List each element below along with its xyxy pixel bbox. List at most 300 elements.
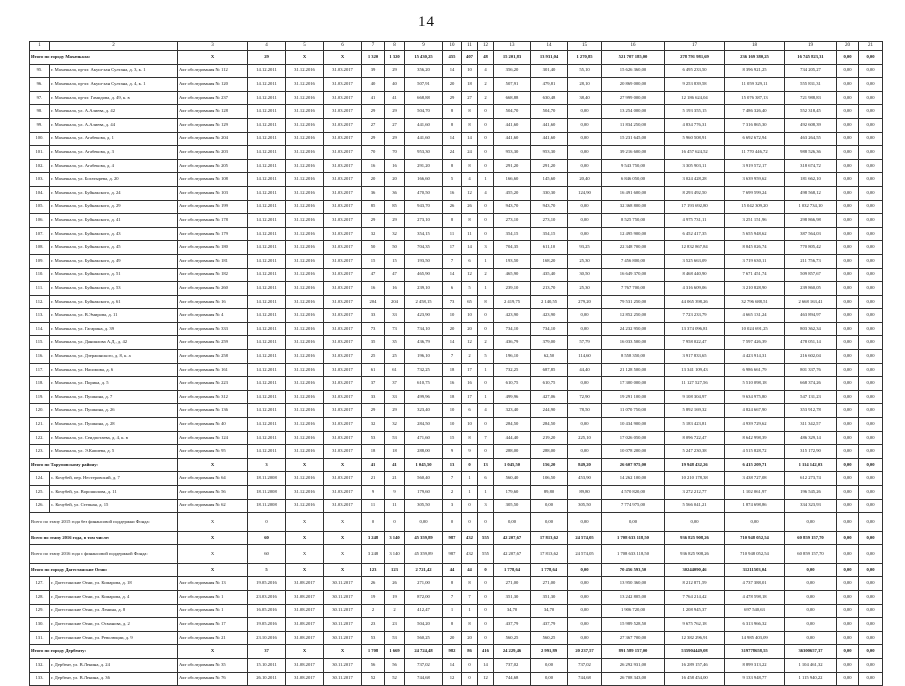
table-cell: 311 342,57 [785, 418, 837, 432]
table-cell: 25 [385, 350, 405, 364]
summary-row [30, 645, 883, 659]
table-cell: 463 264,55 [785, 132, 837, 146]
table-cell: 8 [443, 618, 462, 632]
table-cell: 29 [443, 91, 462, 105]
table-cell: 284,50 [531, 418, 568, 432]
table-cell: 1 270,85 [568, 51, 602, 65]
table-cell: 0 [478, 132, 494, 146]
table-cell: 36 [362, 186, 385, 200]
table-cell: г. Махачкала, ул. Даниялова А.Д., д. 42 [50, 336, 178, 350]
table-cell: 14 [443, 64, 462, 78]
table-cell: с. Кочубей, ул. Степная, д. 15 [50, 499, 178, 513]
row-number: 125. [30, 486, 50, 500]
table-cell: 0,00 [531, 672, 568, 686]
table-cell: 734,10 [494, 322, 531, 336]
table-cell: 737,02 [405, 658, 443, 672]
table-cell: 555 [478, 545, 494, 564]
table-cell: Акт обследования № 259 [178, 336, 248, 350]
table-cell: 0,00 [837, 200, 859, 214]
column-number: 9 [405, 42, 443, 51]
table-cell: 14.12.2011 [248, 173, 286, 187]
table-cell: 31.03.2017 [324, 282, 362, 296]
column-number: 2 [50, 42, 178, 51]
table-cell: 15 [443, 431, 462, 445]
table-cell: 26 [443, 200, 462, 214]
table-cell: 560,40 [494, 472, 531, 486]
table-cell: 40 [362, 78, 385, 92]
table-cell: 1 [443, 604, 462, 618]
summary-row [30, 545, 883, 564]
row-number: 129. [30, 604, 50, 618]
table-cell: 697 540,63 [725, 604, 785, 618]
table-cell: 0,00 [859, 241, 883, 255]
table-cell: 1 104 461,32 [785, 658, 837, 672]
table-cell: 668,88 [494, 91, 531, 105]
table-cell: 0,00 [568, 105, 602, 119]
table-cell: 423,90 [405, 309, 443, 323]
table-row [30, 295, 883, 309]
table-cell: 721 988,83 [785, 91, 837, 105]
table-cell: 0,00 [859, 350, 883, 364]
table-cell: 0,00 [859, 631, 883, 645]
table-cell: 1 [462, 604, 478, 618]
table-cell: 0,00 [568, 513, 602, 532]
table-cell: 6 692 672,94 [725, 132, 785, 146]
table-cell: 0,00 [837, 645, 859, 659]
table-cell: 5 183 423,81 [665, 418, 725, 432]
table-cell: 31.03.2017 [324, 336, 362, 350]
table-cell: 7 671 451,74 [725, 268, 785, 282]
table-cell: 20 [385, 173, 405, 187]
table-cell: 40 [385, 78, 405, 92]
table-cell: г. Махачкала, ул. Буйнакского, д. 61 [50, 295, 178, 309]
table-row [30, 377, 883, 391]
table-cell: 5 247 230,38 [665, 445, 725, 459]
table-cell: 0,00 [859, 363, 883, 377]
table-cell: 465,90 [405, 268, 443, 282]
table-cell: 13 374 096,81 [665, 322, 725, 336]
table-cell: 31.12.2016 [286, 336, 324, 350]
table-cell: 441,60 [494, 118, 531, 132]
table-cell: 31.08.2017 [286, 672, 324, 686]
table-cell: Х [178, 458, 248, 472]
table-cell: Акт обследования № 161 [178, 363, 248, 377]
table-cell: 106,50 [531, 472, 568, 486]
row-number: 112. [30, 295, 50, 309]
table-cell: 16 033 500,00 [602, 336, 665, 350]
table-cell: 193,50 [405, 254, 443, 268]
table-cell: 0,00 [785, 618, 837, 632]
row-number: 126. [30, 499, 50, 513]
table-cell: 1 114 142,03 [785, 458, 837, 472]
table-cell: 4 [478, 186, 494, 200]
table-cell: 14.12.2011 [248, 377, 286, 391]
table-cell: 30244090,46 [665, 563, 725, 577]
table-cell: 31.12.2016 [286, 214, 324, 228]
table-cell: 19.05.2016 [248, 577, 286, 591]
table-cell: 85 [385, 200, 405, 214]
table-row [30, 159, 883, 173]
table-cell: 0 [478, 159, 494, 173]
table-cell: Акт обследования № 108 [178, 173, 248, 187]
table-row [30, 146, 883, 160]
table-cell: г. Махачкала, ул. Буйнакского, д. 29 [50, 200, 178, 214]
table-cell: 0,00 [568, 377, 602, 391]
table-cell: 21 [385, 472, 405, 486]
summary-row [30, 458, 883, 472]
table-cell: 61 [362, 363, 385, 377]
table-cell: 0,00 [568, 159, 602, 173]
table-cell: 0,00 [568, 146, 602, 160]
table-cell: 470,50 [405, 186, 443, 200]
table-cell: 1 874 698,86 [725, 499, 785, 513]
table-cell: 354,15 [494, 227, 531, 241]
table-cell: 407 [462, 51, 478, 65]
table-cell: 31.12.2016 [286, 499, 324, 513]
table-cell: Х [286, 458, 324, 472]
table-cell: 29 [362, 404, 385, 418]
table-cell: 560,40 [405, 472, 443, 486]
table-cell: 1 906 720,00 [602, 604, 665, 618]
table-cell: 1 115 940,22 [785, 672, 837, 686]
table-cell: 15 989 528,50 [602, 618, 665, 632]
table-cell: 2 [443, 486, 462, 500]
table-cell: 225,10 [568, 431, 602, 445]
row-number: 98. [30, 105, 50, 119]
table-cell: 23.03.2016 [248, 590, 286, 604]
table-cell: 8 [462, 159, 478, 173]
table-cell: 3 210 828,90 [725, 282, 785, 296]
table-cell: 14.12.2011 [248, 227, 286, 241]
table-row [30, 132, 883, 146]
table-cell: 24 724,48 [405, 645, 443, 659]
table-cell: 0,00 [859, 531, 883, 545]
table-cell: 504,70 [405, 105, 443, 119]
table-cell: 13 254 000,00 [602, 105, 665, 119]
table-cell: 0 [462, 658, 478, 672]
table-cell: 27 [462, 91, 478, 105]
table-cell: 0,00 [665, 513, 725, 532]
column-number: 15 [568, 42, 602, 51]
table-cell: 8 [478, 295, 494, 309]
table-cell: 8 525 750,00 [602, 214, 665, 228]
table-cell: 29 [385, 64, 405, 78]
summary-label: Всего по этапу 2016 года с финансовой поддержкой Фонда: [30, 545, 178, 564]
table-cell: 0,00 [859, 78, 883, 92]
table-cell: 8 [462, 105, 478, 119]
table-cell: 42 207,67 [494, 545, 531, 564]
table-cell: 31.12.2016 [286, 91, 324, 105]
table-cell: 65 [462, 295, 478, 309]
table-cell: 0,00 [837, 590, 859, 604]
table-cell: Х [324, 51, 362, 65]
table-cell: 29 [362, 214, 385, 228]
table-cell: 14 [478, 658, 494, 672]
table-cell: 11 127 527,56 [665, 377, 725, 391]
table-cell: 14.12.2011 [248, 363, 286, 377]
table-cell: 0,00 [837, 418, 859, 432]
table-cell: 26 607 975,00 [602, 458, 665, 472]
table-cell: 0,00 [859, 132, 883, 146]
column-number: 16 [602, 42, 665, 51]
table-cell: 744,68 [568, 672, 602, 686]
table-cell: 412,47 [405, 604, 443, 618]
table-row [30, 350, 883, 364]
table-cell: 25,30 [568, 254, 602, 268]
table-cell: 668 374,26 [785, 377, 837, 391]
table-row [30, 268, 883, 282]
table-cell: 30,50 [568, 268, 602, 282]
table-cell: 0 [478, 227, 494, 241]
table-cell: 26 292 931,00 [602, 658, 665, 672]
table-cell: 12 186 624,04 [665, 91, 725, 105]
row-number: 123. [30, 445, 50, 459]
table-cell: 13 242 805,00 [602, 590, 665, 604]
table-cell: 7 774 975,00 [602, 499, 665, 513]
row-number: 97. [30, 91, 50, 105]
table-cell: 14.12.2011 [248, 322, 286, 336]
table-row [30, 105, 883, 119]
table-cell: 24 574,05 [568, 545, 602, 564]
table-cell: г. Дагестанские Огни, ул. Комарова, д. 4 [50, 590, 178, 604]
table-cell: 17 300 000,00 [602, 377, 665, 391]
table-cell: г. Дагестанские Огни, ул. Османова, д. 2 [50, 618, 178, 632]
table-cell: 279,20 [568, 295, 602, 309]
table-cell: 14.12.2011 [248, 390, 286, 404]
table-row [30, 631, 883, 645]
table-cell: г. Махачкала, ул. В.Эмирова, д. 11 [50, 309, 178, 323]
table-cell: 6 986 661,79 [725, 363, 785, 377]
table-cell: 31.12.2016 [286, 227, 324, 241]
table-cell: 7 764 214,42 [665, 590, 725, 604]
table-cell: 244,90 [531, 404, 568, 418]
table-cell: 7 [462, 590, 478, 604]
table-cell: 236 169 380,25 [725, 51, 785, 65]
table-cell: 9 675 762,18 [665, 618, 725, 632]
table-cell: Х [324, 531, 362, 545]
table-cell: 7 767 700,00 [602, 282, 665, 296]
table-cell: 0,00 [837, 672, 859, 686]
column-number: 21 [859, 42, 883, 51]
table-cell: 10 [462, 309, 478, 323]
table-cell: г. Махачкала, ул. Пушкина, д. 28 [50, 418, 178, 432]
table-cell: 13 [478, 458, 494, 472]
table-cell: 0,00 [837, 173, 859, 187]
table-row [30, 672, 883, 686]
table-cell: 301,40 [531, 64, 568, 78]
table-cell: 0 [385, 513, 405, 532]
table-cell: 423,90 [494, 309, 531, 323]
table-cell: Акт обследования № 95 [178, 445, 248, 459]
table-cell: 610,75 [405, 377, 443, 391]
table-cell: 31.03.2017 [324, 431, 362, 445]
row-number: 128. [30, 590, 50, 604]
row-number: 103. [30, 173, 50, 187]
table-cell: 30.11.2017 [324, 577, 362, 591]
table-cell: 9 [443, 445, 462, 459]
table-cell: 416 [478, 645, 494, 659]
table-cell: Акт обследования № 260 [178, 282, 248, 296]
table-cell: 0,00 [531, 513, 568, 532]
summary-label: Итого по городу Махачкала: [30, 51, 178, 65]
table-cell: 12 [478, 672, 494, 686]
column-number: 12 [478, 42, 494, 51]
table-cell: 0,00 [837, 78, 859, 92]
table-cell: 943,70 [494, 200, 531, 214]
table-cell: 42 207,67 [494, 531, 531, 545]
table-cell: 16 [462, 377, 478, 391]
table-cell: 31.03.2017 [324, 322, 362, 336]
column-number: 19 [785, 42, 837, 51]
table-cell: 7 [443, 254, 462, 268]
table-cell: 1 [478, 390, 494, 404]
table-cell: 0,00 [568, 418, 602, 432]
table-cell: 13 341 109,43 [665, 363, 725, 377]
table-cell: 0,00 [859, 309, 883, 323]
table-cell: 156,20 [531, 458, 568, 472]
table-cell: 9 [362, 486, 385, 500]
table-row [30, 363, 883, 377]
table-cell: 11 [362, 499, 385, 513]
table-cell: 31.03.2017 [324, 350, 362, 364]
table-cell: 8 [443, 159, 462, 173]
table-cell: 14 [443, 658, 462, 672]
column-number: 1 [30, 42, 50, 51]
table-cell: 181 662,10 [785, 173, 837, 187]
row-number: 96. [30, 78, 50, 92]
table-cell: 0,00 [837, 227, 859, 241]
table-cell: 504,20 [405, 618, 443, 632]
table-cell: 9 543 750,00 [602, 159, 665, 173]
table-cell: 53 [362, 631, 385, 645]
table-cell: 204 [362, 295, 385, 309]
table-cell: 284,50 [405, 418, 443, 432]
table-cell: 31.03.2017 [324, 268, 362, 282]
table-cell: 145,60 [531, 173, 568, 187]
table-cell: 31.03.2017 [324, 105, 362, 119]
table-cell: 50 [385, 241, 405, 255]
table-cell: Х [324, 513, 362, 532]
table-cell: 504,70 [494, 105, 531, 119]
row-number: 102. [30, 159, 50, 173]
table-row [30, 78, 883, 92]
table-cell: 17 [462, 390, 478, 404]
table-cell: 3 140 [385, 531, 405, 545]
table-cell: Акт обследования № 237 [178, 91, 248, 105]
table-cell: 444,40 [494, 431, 531, 445]
table-cell: Х [178, 545, 248, 564]
table-cell: 31.03.2017 [324, 499, 362, 513]
table-cell: 31.08.2017 [286, 658, 324, 672]
table-cell: 10 [443, 309, 462, 323]
table-cell: 56 [362, 658, 385, 672]
table-cell: 31.08.2017 [286, 631, 324, 645]
table-cell: 441,60 [531, 118, 568, 132]
table-cell: 3 248 [362, 531, 385, 545]
table-cell: 0,00 [568, 227, 602, 241]
table-cell: 16 289 157,46 [665, 658, 725, 672]
table-cell: 6 [443, 282, 462, 296]
table-cell: 1 778,64 [494, 563, 531, 577]
table-cell: 7 958 022,47 [665, 336, 725, 350]
table-cell: с. Кочубей, пер. Нестеровский, д. 7 [50, 472, 178, 486]
table-cell: 330,30 [531, 186, 568, 200]
table-cell: 744,68 [405, 672, 443, 686]
table-cell: 216 602,04 [785, 350, 837, 364]
table-cell: 123 [385, 563, 405, 577]
table-cell: 0,00 [837, 363, 859, 377]
table-cell: 33 [385, 390, 405, 404]
table-cell: 31.03.2017 [324, 200, 362, 214]
table-cell: 12 852 250,00 [602, 309, 665, 323]
row-number: 122. [30, 431, 50, 445]
table-cell: 1 102 061,97 [725, 486, 785, 500]
table-cell: 0,00 [837, 458, 859, 472]
table-cell: 1 [462, 472, 478, 486]
table-cell: 436,79 [494, 336, 531, 350]
table-cell: 284,50 [494, 418, 531, 432]
table-cell: 25,30 [568, 282, 602, 296]
table-cell: 4 570 820,00 [602, 486, 665, 500]
table-cell: Акт обследования № 333 [178, 322, 248, 336]
table-cell: 16 [362, 282, 385, 296]
table-cell: 6 [478, 472, 494, 486]
row-number: 131. [30, 631, 50, 645]
table-cell: 14 [443, 336, 462, 350]
table-cell: 31.12.2016 [286, 64, 324, 78]
table-cell: Акт обследования № 136 [178, 404, 248, 418]
table-cell: 668,88 [405, 91, 443, 105]
table-cell: 4 478 598,18 [725, 590, 785, 604]
table-cell: 26 [385, 577, 405, 591]
table-cell: 3 919 572,17 [725, 159, 785, 173]
table-cell: 24 [443, 146, 462, 160]
table-cell: 14.12.2011 [248, 159, 286, 173]
table-cell: 7 486 326,40 [725, 105, 785, 119]
table-cell: Х [324, 458, 362, 472]
row-number: 124. [30, 472, 50, 486]
table-cell: 10 078 200,00 [602, 445, 665, 459]
table-cell: 6 846 050,00 [602, 173, 665, 187]
table-cell: г. Махачкала, ул. Пушкина, д. 7 [50, 390, 178, 404]
table-cell: 31.12.2016 [286, 350, 324, 364]
table-cell: 14 [462, 241, 478, 255]
table-cell: 734,10 [405, 322, 443, 336]
table-cell: 72,90 [568, 390, 602, 404]
table-cell: 273,10 [494, 214, 531, 228]
table-cell: 41 [385, 458, 405, 472]
column-number: 7 [362, 42, 385, 51]
table-cell: 44,40 [568, 363, 602, 377]
row-number: 107. [30, 227, 50, 241]
table-cell: 465,90 [494, 268, 531, 282]
table-cell: 11 [443, 227, 462, 241]
table-cell: г. Махачкала, ул. Пушкина, д. 26 [50, 404, 178, 418]
table-cell: 18 [462, 78, 478, 92]
table-cell: 16 457 624,52 [665, 146, 725, 160]
table-cell: 2 721,42 [405, 563, 443, 577]
table-cell: 0,00 [837, 282, 859, 296]
table-cell: 0,00 [859, 91, 883, 105]
row-number: 101. [30, 146, 50, 160]
table-cell: 0,00 [859, 486, 883, 500]
table-cell: 2 458,15 [405, 295, 443, 309]
table-cell: 0,00 [837, 322, 859, 336]
table-cell: 0,00 [837, 336, 859, 350]
table-cell: 31.03.2017 [324, 254, 362, 268]
table-cell: 7 [478, 431, 494, 445]
table-cell: Акт обследования № 1 [178, 590, 248, 604]
